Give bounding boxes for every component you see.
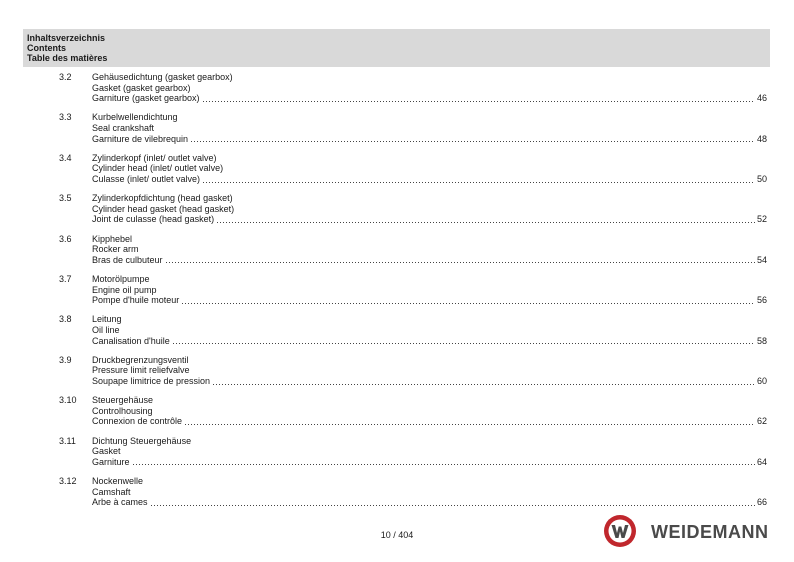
section-number: 3.2 [59, 72, 72, 82]
dot-leader [181, 303, 755, 304]
page-indicator: 10 / 404 [380, 530, 414, 540]
title-de: Kipphebel [92, 233, 133, 244]
title-en: Oil line [92, 324, 120, 335]
section-number: 3.11 [59, 435, 76, 446]
dot-leader [202, 101, 755, 102]
section-number: 3.7 [59, 274, 72, 284]
section-number: 3.10 [59, 395, 77, 406]
title-de: Druckbegrenzungsventil [92, 354, 189, 365]
title-fr: Connexion de contrôle [92, 416, 183, 427]
page-number[interactable]: 60 [756, 375, 767, 386]
title-fr: Pompe d'huile moteur [92, 295, 180, 306]
title-en: Seal crankshaft [92, 122, 155, 133]
title-en: Cylinder head (inlet/ outlet valve) [92, 163, 224, 174]
title-fr: Joint de culasse (head gasket) [92, 214, 215, 225]
dot-leader [190, 141, 755, 142]
title-fr: Garniture de vilebrequin [92, 133, 189, 144]
page-number[interactable]: 62 [756, 416, 767, 427]
title-de: Leitung [92, 314, 122, 325]
title-de: Nockenwelle [92, 476, 144, 486]
section-number: 3.4 [59, 152, 72, 163]
title-de: Zylinderkopfdichtung (head gasket) [92, 193, 233, 204]
section-number: 3.6 [59, 233, 72, 244]
toc-title-en: Contents [27, 43, 66, 53]
title-en: Cylinder head gasket (head gasket) [92, 203, 235, 214]
title-de: Kurbelwellendichtung [92, 112, 178, 123]
page-number[interactable]: 46 [756, 93, 767, 104]
page-number[interactable]: 52 [756, 214, 767, 225]
title-de: Motorölpumpe [92, 274, 150, 284]
toc-header [23, 29, 770, 67]
weidemann-w-logo-icon [603, 514, 637, 548]
dot-leader [165, 262, 755, 263]
title-en: Gasket [92, 446, 121, 457]
section-number: 3.12 [59, 476, 77, 486]
section-number: 3.8 [59, 314, 72, 325]
section-number: 3.9 [59, 354, 72, 365]
dot-leader [212, 384, 755, 385]
page-number[interactable]: 50 [756, 173, 767, 184]
title-fr: Soupape limitrice de pression [92, 375, 211, 386]
toc-title-de: Inhaltsverzeichnis [27, 33, 106, 43]
title-en: Camshaft [92, 486, 131, 497]
page-number[interactable]: 54 [756, 254, 767, 265]
title-en: Pressure limit reliefvalve [92, 365, 190, 376]
section-number: 3.3 [59, 112, 72, 123]
dot-leader [172, 343, 755, 344]
title-fr: Arbe à cames [92, 497, 148, 508]
dot-leader [216, 222, 755, 223]
title-fr: Canalisation d'huile [92, 335, 170, 346]
title-fr: Culasse (inlet/ outlet valve) [92, 173, 201, 184]
toc-title-fr: Table des matières [27, 53, 108, 63]
title-fr: Garniture (gasket gearbox) [92, 93, 200, 104]
page-number[interactable]: 58 [756, 335, 767, 346]
page-number[interactable]: 64 [756, 456, 767, 467]
dot-leader [150, 505, 755, 506]
title-en: Engine oil pump [92, 284, 157, 295]
title-de: Dichtung Steuergehäuse [92, 435, 192, 446]
page-number[interactable]: 66 [756, 497, 767, 508]
dot-leader [184, 424, 755, 425]
weidemann-logo [603, 514, 773, 548]
title-de: Steuergehäuse [92, 395, 154, 406]
title-fr: Garniture [92, 456, 130, 467]
page-number[interactable]: 56 [756, 295, 767, 306]
page-number[interactable]: 48 [756, 133, 767, 144]
title-en: Controlhousing [92, 405, 153, 416]
title-de: Zylinderkopf (inlet/ outlet valve) [92, 152, 217, 163]
title-de: Gehäusedichtung (gasket gearbox) [92, 72, 233, 82]
title-fr: Bras de culbuteur [92, 254, 163, 265]
brand-name: WEIDEMANN [651, 522, 769, 542]
title-en: Gasket (gasket gearbox) [92, 82, 191, 93]
dot-leader [202, 182, 755, 183]
dot-leader [132, 464, 755, 465]
section-number: 3.5 [59, 193, 72, 204]
title-en: Rocker arm [92, 244, 139, 255]
